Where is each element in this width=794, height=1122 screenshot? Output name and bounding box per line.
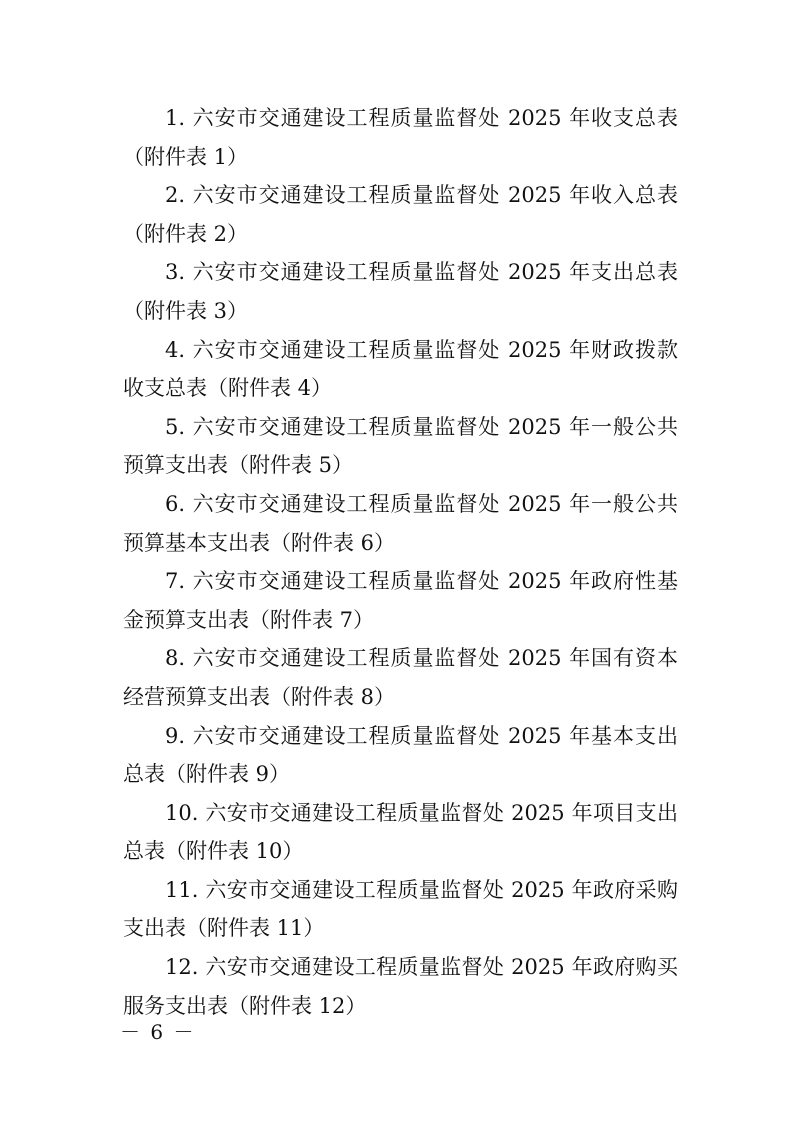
- list-item-12: 12. 六安市交通建设工程质量监督处 2025 年政府购买服务支出表（附件表 12）: [123, 955, 678, 1018]
- page-number: － 6 －: [120, 1020, 196, 1044]
- list-item-8: 8. 六安市交通建设工程质量监督处 2025 年国有资本经营预算支出表（附件表 8）: [123, 646, 678, 709]
- list-item-5: 5. 六安市交通建设工程质量监督处 2025 年一般公共预算支出表（附件表 5）: [123, 414, 678, 478]
- list-item-7: 7. 六安市交通建设工程质量监督处 2025 年政府性基金预算支出表（附件表 7）: [123, 569, 678, 632]
- list-item-2: 2. 六安市交通建设工程质量监督处 2025 年收入总表（附件表 2）: [123, 183, 678, 246]
- list-item-10: 10. 六安市交通建设工程质量监督处 2025 年项目支出总表（附件表 10）: [123, 800, 678, 864]
- list-item-3: 3. 六安市交通建设工程质量监督处 2025 年支出总表（附件表 3）: [123, 260, 678, 323]
- list-item-11: 11. 六安市交通建设工程质量监督处 2025 年政府采购支出表（附件表 11）: [123, 877, 678, 941]
- list-item-6: 6. 六安市交通建设工程质量监督处 2025 年一般公共预算基本支出表（附件表 6）: [123, 491, 678, 555]
- list-item-9: 9. 六安市交通建设工程质量监督处 2025 年基本支出总表（附件表 9）: [123, 723, 678, 787]
- list-item-1: 1. 六安市交通建设工程质量监督处 2025 年收支总表（附件表 1）: [123, 106, 678, 169]
- list-item-4: 4. 六安市交通建设工程质量监督处 2025 年财政拨款收支总表（附件表 4）: [123, 337, 678, 401]
- document-body: [123, 99, 678, 1025]
